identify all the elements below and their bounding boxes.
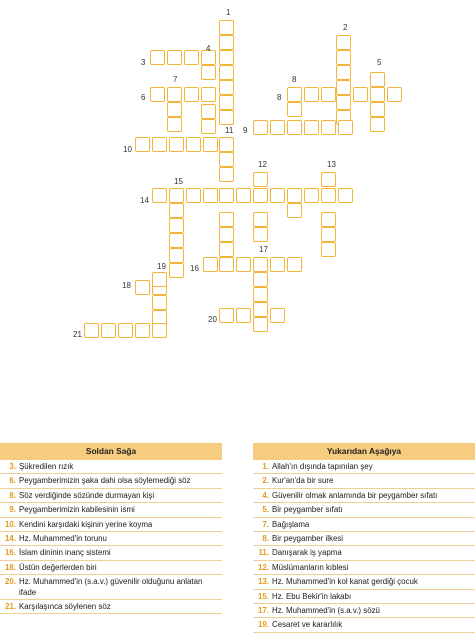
crossword-cell[interactable] (253, 188, 268, 203)
crossword-cell[interactable] (184, 87, 199, 102)
clue-number-label: 4 (206, 44, 211, 53)
clue-row (253, 590, 475, 604)
clue-number-label: 12 (258, 160, 267, 169)
crossword-cell[interactable] (321, 188, 336, 203)
clue-text: Peygamberimizin kabilesinin ismi (19, 505, 135, 515)
clue-number: 10. (5, 519, 16, 529)
clue-number: 18. (5, 562, 16, 572)
clue-number-label: 13 (327, 160, 336, 169)
clue-number-label: 16 (190, 264, 199, 273)
crossword-cell[interactable] (169, 203, 184, 218)
clue-row (253, 518, 475, 532)
crossword-cell[interactable] (253, 287, 268, 302)
clue-number: 9. (9, 505, 16, 515)
clue-number: 14. (5, 534, 16, 544)
clue-number: 3. (9, 462, 16, 471)
crossword-cell[interactable] (219, 188, 234, 203)
crossword-cell[interactable] (169, 263, 184, 278)
down-heading: Yukarıdan Aşağıya (253, 443, 475, 460)
crossword-cell[interactable] (152, 323, 167, 338)
crossword-cell[interactable] (338, 120, 353, 135)
clue-text: Bir peygamber sıfatı (272, 505, 343, 515)
clue-row (0, 503, 222, 517)
crossword-cell[interactable] (253, 120, 268, 135)
crossword-cell[interactable] (370, 102, 385, 117)
crossword-cell[interactable] (287, 188, 302, 203)
clue-number: 5. (262, 505, 269, 515)
crossword-cell[interactable] (253, 272, 268, 287)
clue-number: 4. (262, 490, 269, 500)
crossword-cell[interactable] (321, 87, 336, 102)
clue-text: Allah'ın dışında tapınılan şey (272, 462, 373, 471)
clue-row (253, 618, 475, 632)
crossword-cell[interactable] (253, 172, 268, 187)
clue-number: 13. (258, 577, 269, 587)
clue-text: Peygamberimizin şaka dahi olsa söylemediği söz (19, 476, 191, 486)
crossword-cell[interactable] (336, 50, 351, 65)
crossword-cell[interactable] (219, 110, 234, 125)
crossword-cell[interactable] (201, 65, 216, 80)
clue-text: İslam dininin inanç sistemi (19, 548, 111, 558)
clue-row (0, 546, 222, 560)
crossword-cell[interactable] (219, 308, 234, 323)
crossword-cell[interactable] (219, 167, 234, 182)
crossword-cell[interactable] (253, 257, 268, 272)
clue-number-label: 7 (173, 75, 178, 84)
clue-row (253, 489, 475, 503)
clue-number: 19. (258, 620, 269, 630)
clue-number-label: 21 (73, 330, 82, 339)
clue-number-label: 20 (208, 315, 217, 324)
clue-row (0, 474, 222, 488)
crossword-cell[interactable] (353, 87, 368, 102)
clue-text: Güvenilir olmak anlamında bir peygamber sıfatı (272, 490, 438, 500)
crossword-cell[interactable] (186, 188, 201, 203)
crossword-cell[interactable] (84, 323, 99, 338)
crossword-cell[interactable] (336, 65, 351, 80)
clue-text: Söz verdiğinde sözünde durmayan kişi (19, 490, 155, 500)
crossword-cell[interactable] (219, 95, 234, 110)
crossword-cell[interactable] (336, 35, 351, 50)
clue-text: Karşılaşınca söylenen söz (19, 602, 111, 612)
crossword-cell[interactable] (135, 137, 150, 152)
crossword-cell[interactable] (321, 212, 336, 227)
clue-number-label: 19 (157, 262, 166, 271)
crossword-cell[interactable] (203, 137, 218, 152)
crossword-cell[interactable] (203, 188, 218, 203)
clue-number: 7. (262, 519, 269, 529)
clue-number-label: 2 (343, 23, 348, 32)
crossword-cell[interactable] (304, 87, 319, 102)
crossword-cell[interactable] (152, 188, 167, 203)
crossword-cell[interactable] (219, 65, 234, 80)
clue-number: 8. (262, 534, 269, 544)
crossword-cell[interactable] (236, 257, 251, 272)
crossword-cell[interactable] (201, 119, 216, 134)
clue-number-label: 8 (292, 75, 297, 84)
crossword-cell[interactable] (219, 50, 234, 65)
crossword-cell[interactable] (287, 257, 302, 272)
clue-number: 16. (5, 548, 16, 558)
crossword-cell[interactable] (370, 117, 385, 132)
crossword-cell[interactable] (167, 102, 182, 117)
crossword-cell[interactable] (219, 227, 234, 242)
clue-text: Kur'an'da bir sure (272, 476, 334, 486)
clue-number: 12. (258, 562, 269, 572)
across-clues-panel (0, 443, 222, 614)
clue-number-label: 1 (226, 8, 231, 17)
crossword-cell[interactable] (201, 104, 216, 119)
clue-row (0, 489, 222, 503)
crossword-cell[interactable] (150, 87, 165, 102)
crossword-cell[interactable] (253, 317, 268, 332)
crossword-cell[interactable] (219, 137, 234, 152)
crossword-cell[interactable] (270, 257, 285, 272)
crossword-cell[interactable] (169, 233, 184, 248)
crossword-cell[interactable] (186, 137, 201, 152)
clue-text: Cesaret ve kararlılık (272, 620, 343, 630)
clue-number: 6. (9, 476, 16, 486)
crossword-cell[interactable] (270, 308, 285, 323)
clue-number: 21. (5, 602, 16, 612)
crossword-cell[interactable] (236, 188, 251, 203)
crossword-cell[interactable] (370, 87, 385, 102)
crossword-cell[interactable] (167, 50, 182, 65)
clue-number-label: 15 (174, 177, 183, 186)
crossword-cell[interactable] (219, 80, 234, 95)
across-heading: Soldan Sağa (0, 443, 222, 460)
clue-text: Danışarak iş yapma (272, 548, 342, 558)
crossword-cell[interactable] (270, 120, 285, 135)
clue-row (0, 575, 222, 600)
clue-row (253, 460, 475, 474)
crossword-cell[interactable] (169, 218, 184, 233)
clue-text: Hz. Muhammed'in kol kanat gerdiği çocuk (272, 577, 418, 587)
clue-row (0, 561, 222, 575)
clue-row (253, 474, 475, 488)
clue-text: Bağışlama (272, 519, 310, 529)
crossword-cell[interactable] (203, 257, 218, 272)
clue-row (0, 518, 222, 532)
crossword-cell[interactable] (219, 257, 234, 272)
crossword-cell[interactable] (169, 248, 184, 263)
clue-text: Üstün değerlerden biri (19, 562, 97, 572)
crossword-cell[interactable] (169, 188, 184, 203)
crossword-cell[interactable] (321, 227, 336, 242)
crossword-cell[interactable] (321, 172, 336, 187)
clue-row (253, 575, 475, 589)
crossword-cell[interactable] (167, 117, 182, 132)
crossword-cell[interactable] (287, 87, 302, 102)
crossword-cell[interactable] (236, 308, 251, 323)
crossword-cell[interactable] (321, 120, 336, 135)
crossword-cell[interactable] (118, 323, 133, 338)
clue-text: Müslümanların kıblesi (272, 562, 349, 572)
clue-text: Bir peygamber ilkesi (272, 534, 344, 544)
clue-row (253, 546, 475, 560)
crossword-cell[interactable] (321, 242, 336, 257)
crossword-cell[interactable] (336, 80, 351, 95)
clue-text: Şükredilen rızık (19, 462, 74, 471)
crossword-cell[interactable] (152, 272, 167, 287)
crossword-cell[interactable] (387, 87, 402, 102)
clue-row (253, 503, 475, 517)
clue-text: Hz. Muhammed'in torunu (19, 534, 107, 544)
crossword-cell[interactable] (253, 302, 268, 317)
down-clues-panel (253, 443, 475, 633)
crossword-cell[interactable] (270, 188, 285, 203)
crossword-cell[interactable] (219, 152, 234, 167)
crossword-cell[interactable] (219, 212, 234, 227)
crossword-cell[interactable] (219, 35, 234, 50)
crossword-cell[interactable] (253, 212, 268, 227)
clue-row (253, 561, 475, 575)
crossword-cell[interactable] (338, 188, 353, 203)
clue-number: 20. (5, 577, 16, 587)
clue-number-label: 8 (277, 93, 282, 102)
crossword-cell[interactable] (152, 137, 167, 152)
crossword-cell[interactable] (201, 87, 216, 102)
crossword-cell[interactable] (135, 280, 150, 295)
down-clue-list (253, 460, 475, 633)
clue-number-label: 5 (377, 58, 382, 67)
crossword-cell[interactable] (370, 72, 385, 87)
clue-number-label: 18 (122, 281, 131, 290)
clue-number-label: 17 (259, 245, 268, 254)
crossword-cell[interactable] (152, 295, 167, 310)
clue-number-label: 14 (140, 196, 149, 205)
clue-number: 11. (258, 548, 269, 558)
crossword-cell[interactable] (101, 323, 116, 338)
crossword-cell[interactable] (287, 203, 302, 218)
across-clue-list (0, 460, 222, 614)
crossword-cell[interactable] (169, 137, 184, 152)
clue-number-label: 10 (123, 145, 132, 154)
clue-text: Kendini karşıdaki kişinin yerine koyma (19, 519, 153, 529)
crossword-cell[interactable] (184, 50, 199, 65)
clue-row (0, 600, 222, 614)
crossword-cell[interactable] (304, 188, 319, 203)
crossword-cell[interactable] (287, 120, 302, 135)
clue-number: 17. (258, 606, 269, 616)
clue-row (0, 532, 222, 546)
clue-number-label: 6 (141, 93, 146, 102)
crossword-cell[interactable] (219, 20, 234, 35)
clue-number-label: 11 (225, 126, 234, 135)
clue-number-label: 9 (243, 126, 248, 135)
clue-row (253, 532, 475, 546)
crossword-cell[interactable] (253, 227, 268, 242)
clue-row (253, 604, 475, 618)
clue-number: 2. (262, 476, 269, 486)
crossword-cell[interactable] (150, 50, 165, 65)
clue-number: 1. (262, 462, 269, 471)
crossword-cell[interactable] (167, 87, 182, 102)
clue-text: Hz. Muhammed'in (s.a.v.) güvenilir olduğunu anlatan ifade (19, 577, 203, 597)
clue-text: Hz. Muhammed'in (s.a.v.) sözü (272, 606, 380, 616)
clue-text: Hz. Ebu Bekir'in lakabı (272, 591, 352, 601)
clue-number: 8. (9, 490, 16, 500)
crossword-cell[interactable] (336, 95, 351, 110)
clue-number: 15. (258, 591, 269, 601)
crossword-cell[interactable] (304, 120, 319, 135)
clue-row (0, 460, 222, 474)
clue-number-label: 3 (141, 58, 146, 67)
crossword-cell[interactable] (135, 323, 150, 338)
crossword-cell[interactable] (219, 242, 234, 257)
crossword-cell[interactable] (287, 102, 302, 117)
